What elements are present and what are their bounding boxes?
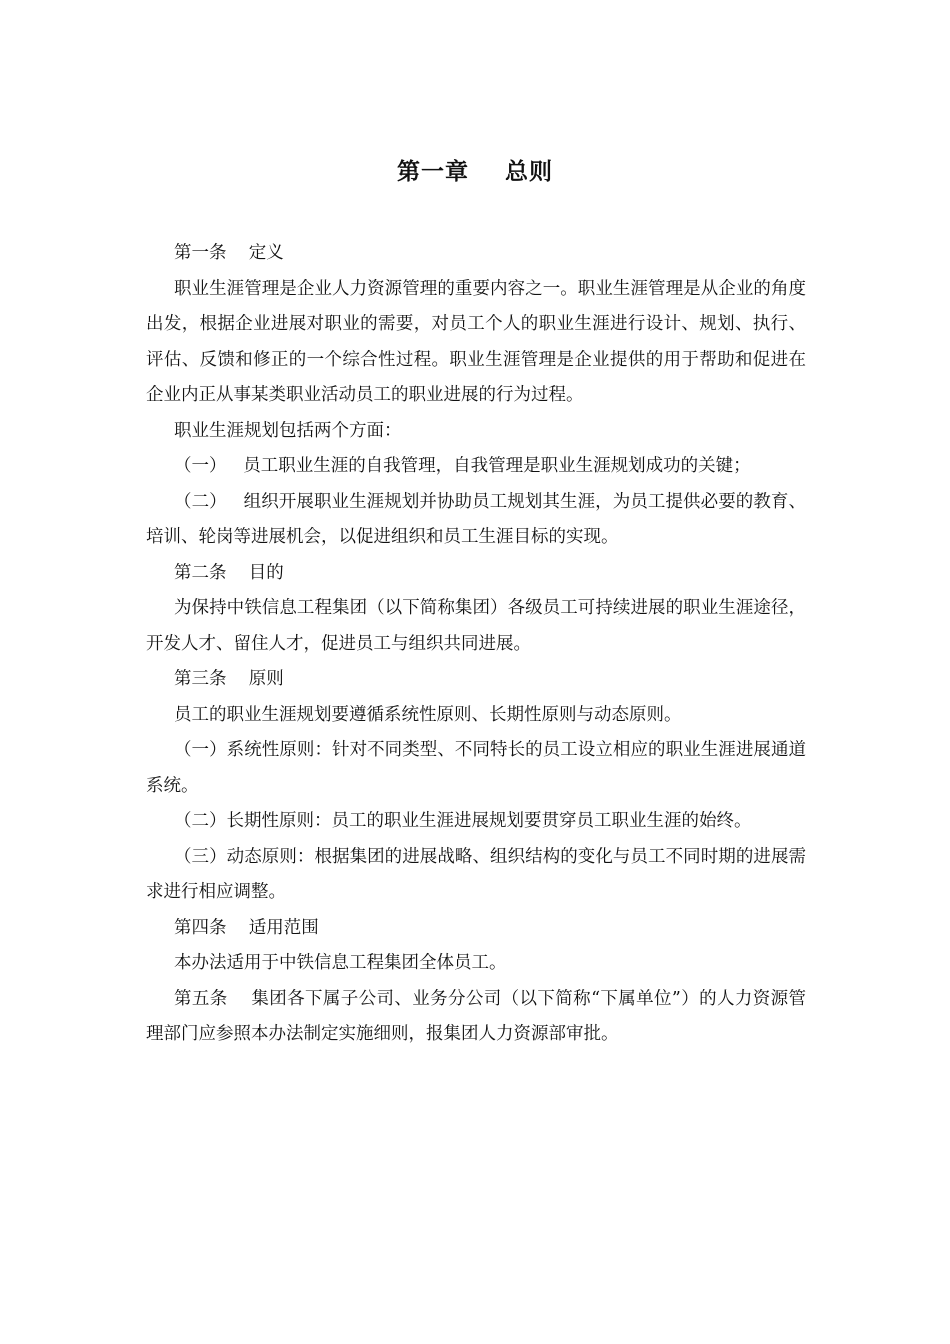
article-heading-2: 第二条 目的 xyxy=(174,562,284,583)
paragraph-aspect-2: （二） 组织开展职业生涯规划并协助员工规划其生涯，为员工提供必要的教育、培训、轮岗等进展机会，以促进组织和员工生涯目标的实现。 xyxy=(146,491,806,547)
paragraph-definition: 职业生涯管理是企业人力资源管理的重要内容之一。职业生涯管理是从企业的角度出发，根据企业进展对职业的需要，对员工个人的职业生涯进行设计、规划、执行、评估、反馈和修正的一个综合性过程。职业生涯管理是企业提供的用于帮助和促进在企业内正从事某类职业活动员工的职业进展的行为过程。 xyxy=(146,278,806,405)
paragraph-principles-intro: 员工的职业生涯规划要遵循系统性原则、长期性原则与动态原则。 xyxy=(174,704,682,725)
paragraph-principle-2: （二）长期性原则：员工的职业生涯进展规划要贯穿员工职业生涯的始终。 xyxy=(174,811,752,831)
paragraph-scope: 本办法适用于中铁信息工程集团全体员工。 xyxy=(174,953,507,973)
article-heading-1: 第一条 定义 xyxy=(174,243,284,263)
article-heading-3: 第三条 原则 xyxy=(174,669,284,689)
document-body xyxy=(146,236,806,1053)
paragraph-purpose: 为保持中铁信息工程集团（以下简称集团）各级员工可持续进展的职业生涯途径，开发人才、留住人才，促进员工与组织共同进展。 xyxy=(146,598,806,654)
paragraph-principle-1: （一）系统性原则：针对不同类型、不同特长的员工设立相应的职业生涯进展通道系统。 xyxy=(146,740,806,796)
article-heading-4: 第四条 适用范围 xyxy=(174,917,319,938)
paragraph-principle-3: （三）动态原则：根据集团的进展战略、组织结构的变化与员工不同时期的进展需求进行相应调整。 xyxy=(146,846,806,902)
paragraph-aspect-1: （一） 员工职业生涯的自我管理，自我管理是职业生涯规划成功的关键； xyxy=(174,456,751,476)
chapter-title: 第一章 总则 xyxy=(396,158,554,185)
paragraph-article-5: 第五条 集团各下属子公司、业务分公司（以下简称“下属单位”）的人力资源管理部门应参照本办法制定实施细则，报集团人力资源部审批。 xyxy=(146,988,806,1044)
paragraph-aspects-intro: 职业生涯规划包括两个方面： xyxy=(174,420,402,441)
